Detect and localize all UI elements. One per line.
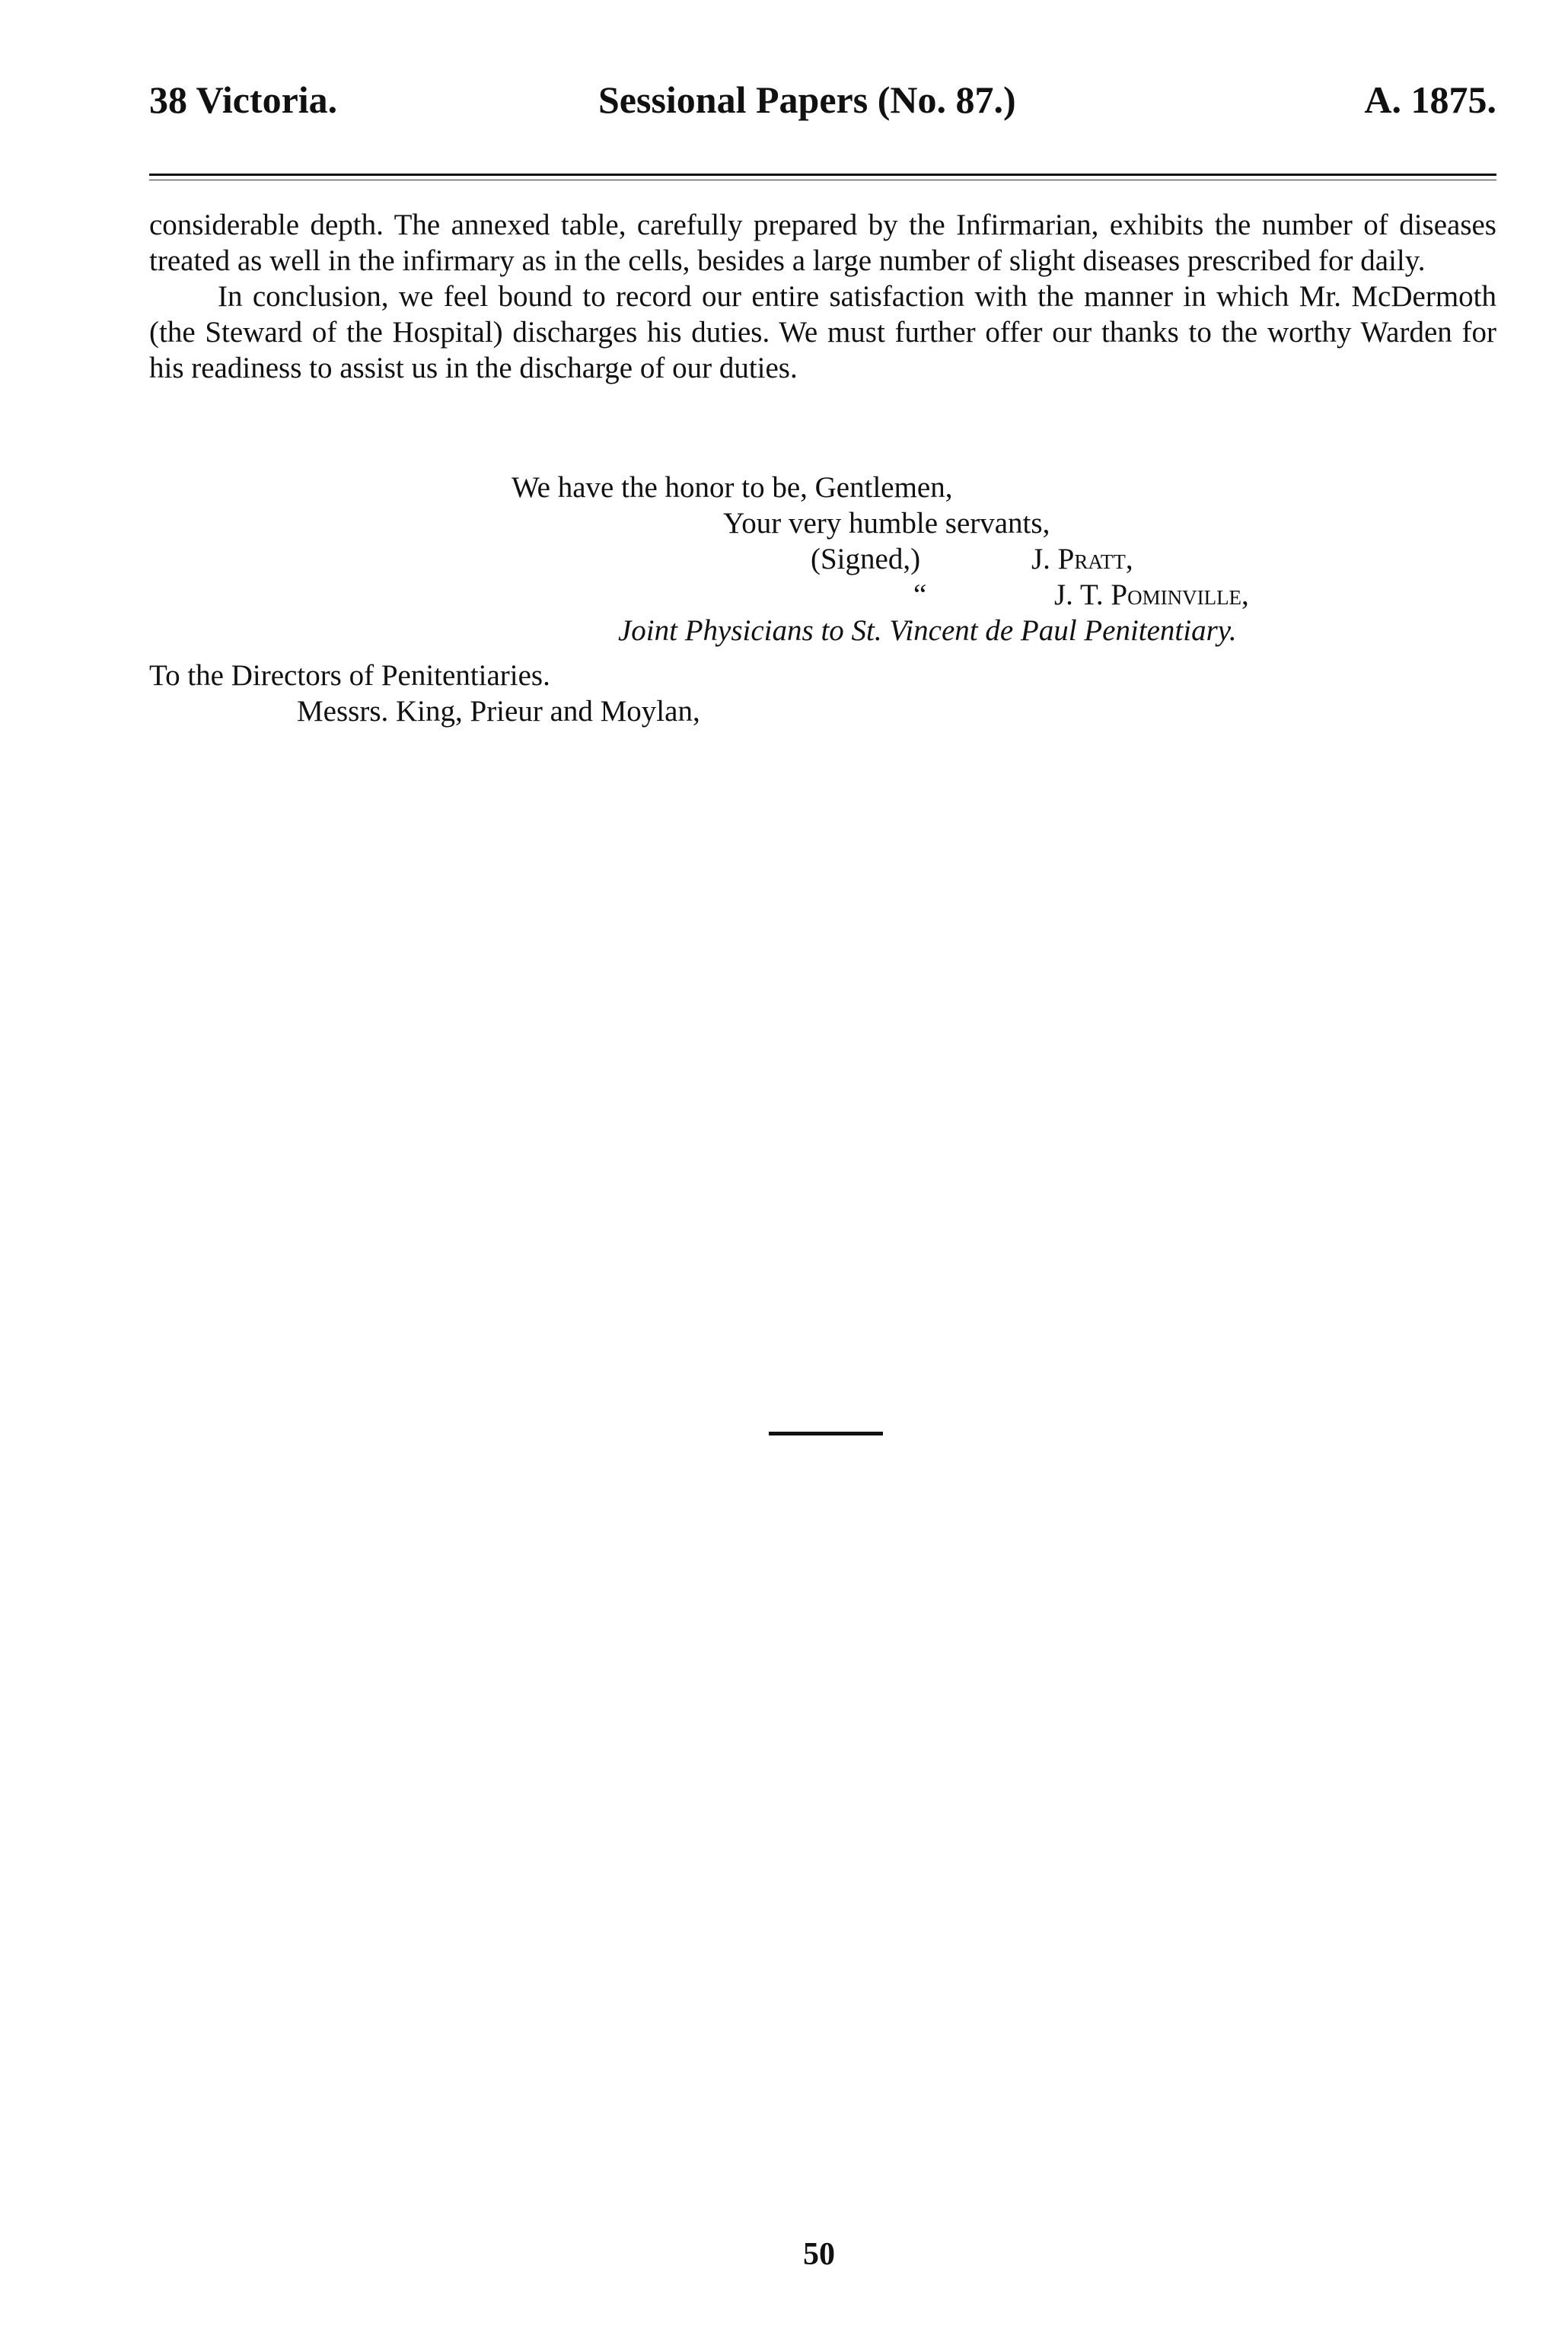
section-divider — [769, 1432, 883, 1435]
address-line-1: To the Directors of Penitentiaries. — [149, 659, 550, 692]
header-year: A. 1875. — [1364, 78, 1496, 121]
ditto-mark: “ — [913, 578, 927, 611]
header-rule — [149, 174, 1496, 176]
header-title: Sessional Papers (No. 87.) — [598, 78, 1016, 121]
signed-label: (Signed,) — [811, 543, 921, 575]
signer-title: Joint Physicians to St. Vincent de Paul Penitentiary. — [618, 614, 1237, 647]
running-header — [149, 70, 1504, 131]
page-number: 50 — [803, 2237, 835, 2272]
closing-line-1: We have the honor to be, Gentlemen, — [512, 471, 953, 504]
signer-1: J. Pratt, — [1031, 543, 1133, 575]
address-line-2: Messrs. King, Prieur and Moylan, — [297, 695, 700, 728]
signer-2: J. T. Pominville, — [1054, 578, 1249, 611]
body-text — [149, 207, 1496, 386]
paragraph-1: considerable depth. The annexed table, carefully prepared by the Infirmarian, exhibits the number of diseases treated as well in the infirmary as in the cells, besides a large number of slight diseases prescribed for daily. — [149, 209, 1496, 277]
paragraph-2: In conclusion, we feel bound to record our entire satisfaction with the manner in which Mr. McDermoth (the Steward of the Hospital) discharges his duties. We must further offer our thanks to the worthy Warden for his readiness to assist us in the discharge of our duties. — [149, 280, 1496, 384]
header-volume: 38 Victoria. — [149, 78, 338, 121]
closing-line-2: Your very humble servants, — [723, 507, 1050, 540]
